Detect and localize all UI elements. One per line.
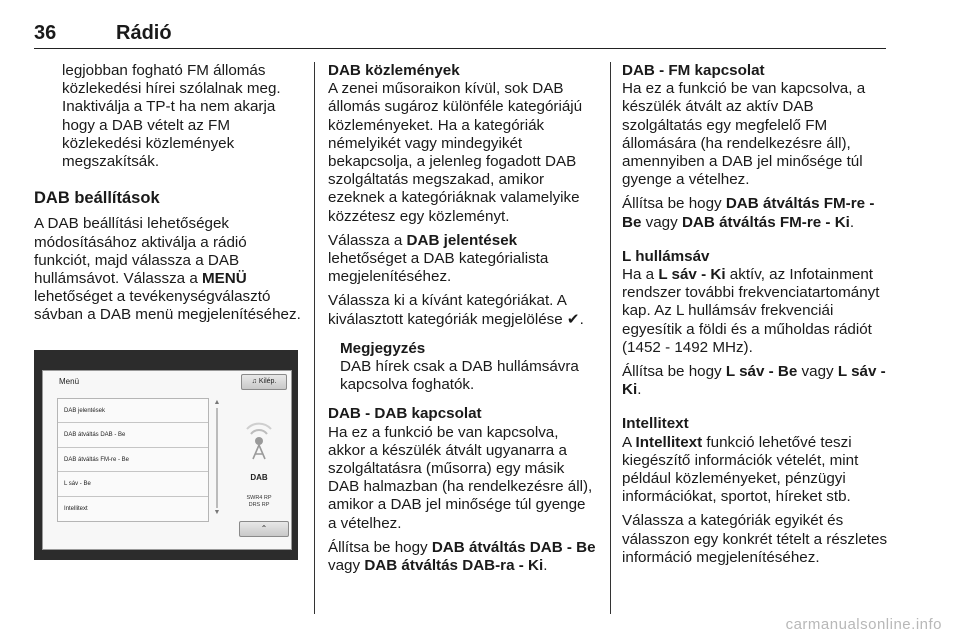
scroll-up-icon[interactable]: ▲ [213, 399, 221, 406]
broadcast-tower-icon [239, 421, 279, 461]
section-heading-dab-settings: DAB beállítások [34, 189, 160, 208]
expand-up-button[interactable] [239, 521, 289, 537]
heading-intellitext: Intellitext [622, 415, 689, 433]
menu-item-dab-announcements[interactable]: DAB jelentések [58, 399, 208, 423]
column-divider-2 [610, 62, 611, 614]
paragraph: A Intellitext funkció lehetővé teszi kiegészítő információk vételét, mint például közleményeket, pénzügyi információkat, sportot, híreket stb. [622, 433, 859, 506]
menu-term: MENÜ [202, 270, 247, 288]
chevron-up-icon: ⌃ [260, 524, 268, 533]
dab-settings-paragraph: A DAB beállítási lehetőségek módosításához aktiválja a rádió funkciót, majd válassza a DAB hullámsávot. Válassza a MENÜ lehetőséget a tevékenységválasztó sávban a DAB menü megjelenítéséhez. [34, 215, 301, 324]
heading-dab-dab-linking: DAB - DAB kapcsolat [328, 405, 482, 423]
paragraph: A zenei műsoraikon kívül, sok DAB állomás sugároz különféle kategóriájú közleményeket. Ha a kategóriák némelyikét vagy mindegyikét bekapcsolja, a jelenleg fogadott DAB szolgáltatás megszakad, amikor ezeknek a kategóriáknak valamelyike közzétesz egy közleményt. [328, 80, 583, 225]
continued-text: legjobban fogható FM állomás közlekedési hírei szólalnak meg. Inaktiválja a TP-t ha nem akarja hogy a DAB vételt az FM közlekedési közlemények megszakítsák. [62, 62, 281, 171]
paragraph: Állítsa be hogy L sáv - Be vagy L sáv - Ki. [622, 363, 886, 399]
paragraph: Válassza ki a kívánt kategóriákat. A kiválasztott kategóriák megjelölése ✔. [328, 292, 584, 328]
heading-dab-fm-linking: DAB - FM kapcsolat [622, 62, 765, 79]
chapter-title: Rádió [116, 22, 172, 44]
back-button[interactable]: ♫ Kilép. [241, 374, 287, 390]
menu-item-dab-dab-linking[interactable]: DAB átváltás DAB - Be [58, 423, 208, 447]
column-divider-1 [314, 62, 315, 614]
note-title: Megjegyzés [340, 339, 426, 357]
menu-screenshot [34, 350, 298, 560]
paragraph: Állítsa be hogy DAB átváltás FM-re - Be vagy DAB átváltás FM-re - Ki. [622, 195, 875, 231]
heading-dab-announcements: DAB közlemények [328, 62, 460, 79]
menu-title: Menü [59, 377, 80, 386]
scroll-track[interactable] [216, 408, 218, 508]
paragraph: Válassza a kategóriák egyikét és válasszon egy konkrét tételt a részletes információ megjelenítéséhez. [622, 512, 888, 566]
page-header [34, 4, 886, 49]
menu-item-intellitext[interactable]: Intellitext [64, 505, 88, 512]
music-note-icon: ♫ [251, 378, 257, 385]
menu-item-l-band[interactable]: L sáv - Be [58, 472, 208, 496]
paragraph: Ha ez a funkció be van kapcsolva, a készülék átvált az aktív DAB szolgáltatás egy megfelelő FM állomására (ha rendelkezésre áll), amennyiben a DAB jel minősége túl gyenge a vételhez. [622, 80, 866, 189]
dab-label: DAB [250, 473, 268, 482]
column-2 [328, 62, 596, 575]
heading-l-band: L hullámsáv [622, 247, 710, 265]
infotainment-screen [42, 370, 292, 550]
note-text: DAB hírek csak a DAB hullámsávra kapcsolva foghatók. [340, 358, 579, 394]
column-1 [34, 62, 304, 325]
note-box [328, 340, 596, 395]
menu-item-dab-fm-linking[interactable]: DAB átváltás FM-re - Be [58, 448, 208, 472]
menu-list [57, 398, 209, 522]
scrollbar[interactable] [213, 399, 221, 517]
paragraph: Ha a L sáv - Ki aktív, az Infotainment rendszer további frekvenciatartományt kap. Az L hullámsáv frekvenciái egyesítik a földi és a műholdas rádiót (1452 - 1492 MHz). [622, 266, 880, 356]
paragraph: Állítsa be hogy DAB átváltás DAB - Be vagy DAB átváltás DAB-ra - Ki. [328, 538, 596, 575]
paragraph: Ha ez a funkció be van kapcsolva, akkor a készülék átvált ugyanarra a szolgáltatásra (műsorra) egy másik DAB halmazban (ha rendelkezésre áll), amikor a DAB jel minősége túl gyenge a vételhez. [328, 423, 593, 532]
page-number: 36 [34, 22, 57, 44]
paragraph: Válassza a DAB jelentések lehetőséget a DAB kategórialista megjelenítéséhez. [328, 231, 549, 286]
watermark: carmanualsonline.info [785, 616, 942, 633]
station-info: SWR4 RP DRS RP [246, 495, 272, 508]
scroll-down-icon[interactable]: ▼ [213, 509, 221, 516]
column-3 [622, 62, 890, 567]
